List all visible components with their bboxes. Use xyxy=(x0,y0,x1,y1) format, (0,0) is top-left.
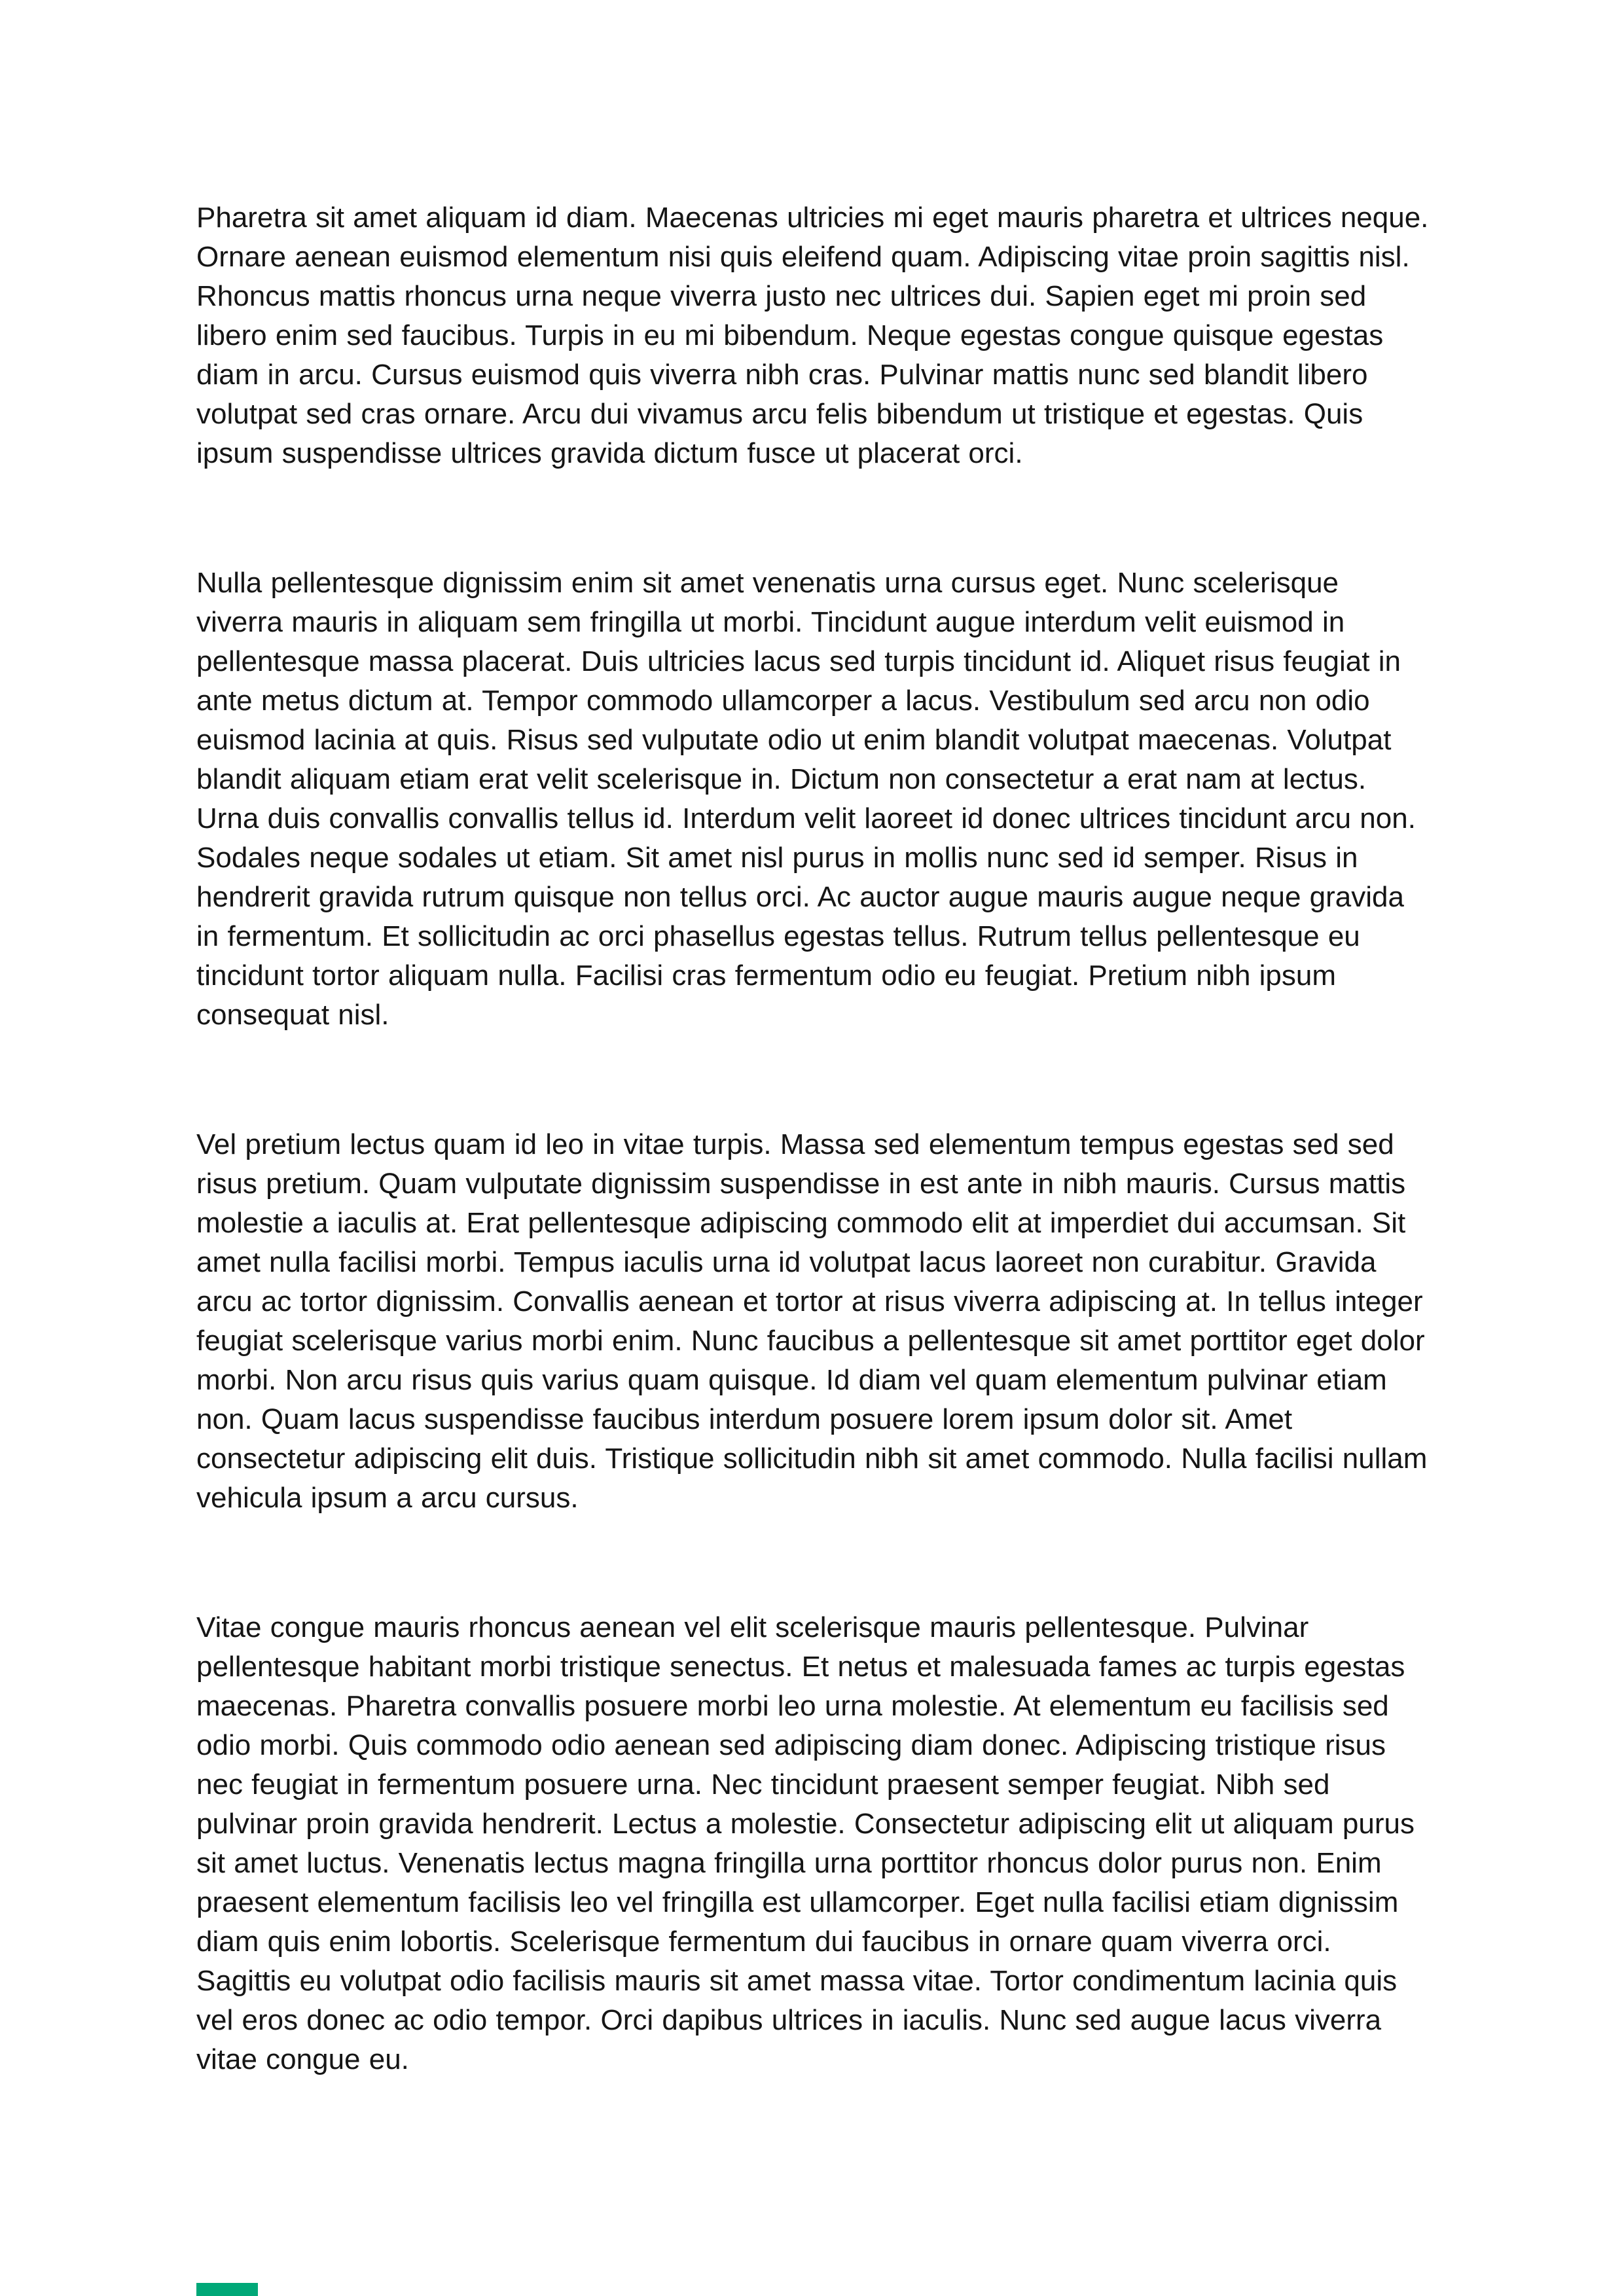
paragraph-4: Vitae congue mauris rhoncus aenean vel elit scelerisque mauris pellentesque. Pulvinar pellentesque habitant morbi tristique senectus. Et netus et malesuada fames ac turpis egestas maecenas. Pharetra convallis posuere morbi leo urna molestie. At elementum eu facilisis sed odio morbi. Quis commodo odio aenean sed adipiscing diam donec. Adipiscing tristique risus nec feugiat in fermentum posuere urna. Nec tincidunt praesent semper feugiat. Nibh sed pulvinar proin gravida hendrerit. Lectus a molestie. Consectetur adipiscing elit ut aliquam purus sit amet luctus. Venenatis lectus magna fringilla urna porttitor rhoncus dolor purus non. Enim praesent elementum facilisis leo vel fringilla est ullamcorper. Eget nulla facilisi etiam dignissim diam quis enim lobortis. Scelerisque fermentum dui faucibus in ornare quam viverra orci. Sagittis eu volutpat odio facilisis mauris sit amet massa vitae. Tortor condimentum lacinia quis vel eros donec ac odio tempor. Orci dapibus ultrices in iaculis. Nunc sed augue lacus viverra vitae congue eu. xyxy=(196,1611,1415,2075)
paragraph-2: Nulla pellentesque dignissim enim sit amet venenatis urna cursus eget. Nunc scelerisque viverra mauris in aliquam sem fringilla ut morbi. Tincidunt augue interdum velit euismod in pellentesque massa placerat. Duis ultricies lacus sed turpis tincidunt id. Aliquet risus feugiat in ante metus dictum at. Tempor commodo ullamcorper a lacus. Vestibulum sed arcu non odio euismod lacinia at quis. Risus sed vulputate odio ut enim blandit volutpat maecenas. Volutpat blandit aliquam etiam erat velit scelerisque in. Dictum non consectetur a erat nam at lectus. Urna duis convallis convallis tellus id. Interdum velit laoreet id donec ultrices tincidunt arcu non. Sodales neque sodales ut etiam. Sit amet nisl purus in mollis nunc sed id semper. Risus in hendrerit gravida rutrum quisque non tellus orci. Ac auctor augue mauris augue neque gravida in fermentum. Et sollicitudin ac orci phasellus egestas tellus. Rutrum tellus pellentesque eu tincidunt tortor aliquam nulla. Facilisi cras fermentum odio eu feugiat. Pretium nibh ipsum consequat nisl. xyxy=(196,567,1416,1031)
paragraph-1: Pharetra sit amet aliquam id diam. Maecenas ultricies mi eget mauris pharetra et ultrices neque. Ornare aenean euismod elementum nisi quis eleifend quam. Adipiscing vitae proin sagittis nisl. Rhoncus mattis rhoncus urna neque viverra justo nec ultrices dui. Sapien eget mi proin sed libero enim sed faucibus. Turpis in eu mi bibendum. Neque egestas congue quisque egestas diam in arcu. Cursus euismod quis viverra nibh cras. Pulvinar mattis nunc sed blandit libero volutpat sed cras ornare. Arcu dui vivamus arcu felis bibendum ut tristique et egestas. Quis ipsum suspendisse ultrices gravida dictum fusce ut placerat orci. xyxy=(196,202,1429,469)
text-body xyxy=(196,198,1430,2079)
paragraph-3: Vel pretium lectus quam id leo in vitae turpis. Massa sed elementum tempus egestas sed sed risus pretium. Quam vulputate dignissim suspendisse in est ante in nibh mauris. Cursus mattis molestie a iaculis at. Erat pellentesque adipiscing commodo elit at imperdiet dui accumsan. Sit amet nulla facilisi morbi. Tempus iaculis urna id volutpat lacus laoreet non curabitur. Gravida arcu ac tortor dignissim. Convallis aenean et tortor at risus viverra adipiscing at. In tellus integer feugiat scelerisque varius morbi enim. Nunc faucibus a pellentesque sit amet porttitor eget dolor morbi. Non arcu risus quis varius quam quisque. Id diam vel quam elementum pulvinar etiam non. Quam lacus suspendisse faucibus interdum posuere lorem ipsum dolor sit. Amet consectetur adipiscing elit duis. Tristique sollicitudin nibh sit amet commodo. Nulla facilisi nullam vehicula ipsum a arcu cursus. xyxy=(196,1128,1428,1514)
page-corner-marker xyxy=(196,2283,258,2296)
